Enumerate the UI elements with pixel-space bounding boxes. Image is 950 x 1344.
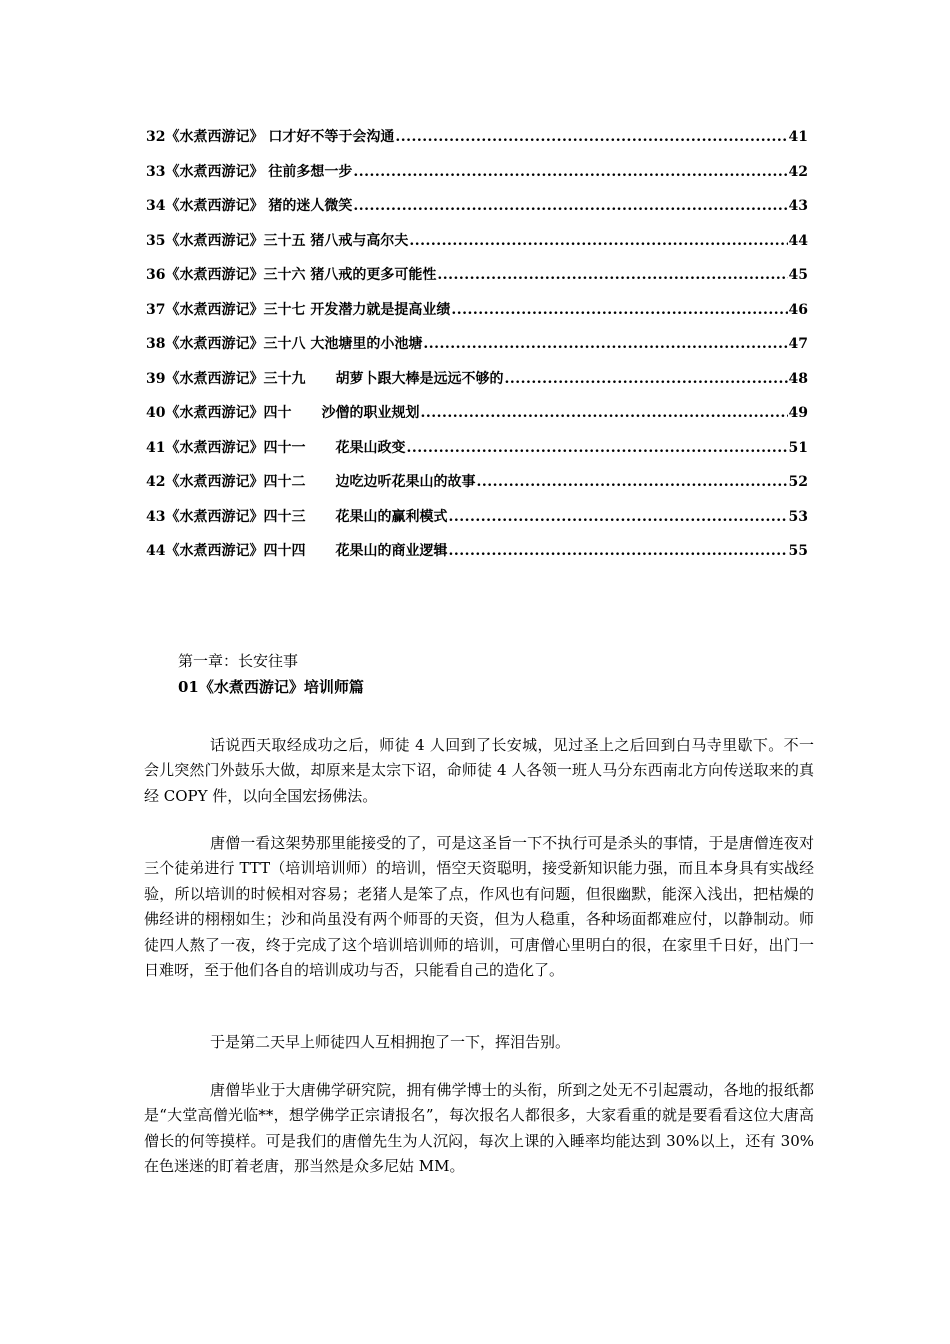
toc-entry[interactable] [146,195,808,230]
section-heading: 01《水煮西游记》培训师篇 [178,678,364,696]
toc-number: 41 [146,439,166,456]
toc-number: 44 [146,543,166,559]
toc-number: 33 [146,163,166,180]
toc-leader [353,198,787,214]
toc-page-number: 44 [788,232,808,249]
toc-title: 《水煮西游记》四十一 [165,439,306,456]
body-paragraph: 唐僧毕业于大唐佛学研究院，拥有佛学博士的头衔，所到之处无不引起震动，各地的报纸都是“大堂高僧光临**，想学佛学正宗请报名”，每次报名人都很多，大家看重的就是要看看这位大唐高僧长的何等摸样。可是我们的唐僧先生为人沉闷，每次上课的入睡率均能达到 30%以上，还有 30%在色迷迷的盯着老唐，那当然是众多尼姑 MM。 [144,1081,814,1176]
toc-entry[interactable] [146,402,808,437]
toc-page-number: 48 [788,370,808,387]
toc-number: 37 [146,301,166,318]
toc-number: 35 [146,232,166,249]
toc-leader [395,129,787,145]
toc-page-number: 49 [788,405,808,421]
toc-number: 40 [146,405,166,421]
toc-entry[interactable] [146,264,808,299]
toc-page-number: 43 [788,198,808,214]
toc-title: 《水煮西游记》四十 [165,405,292,421]
toc-entry[interactable] [146,437,808,472]
toc-leader [476,474,787,490]
toc-number: 39 [146,370,166,387]
toc-subtitle: 口才好不等于会沟通 [268,129,395,145]
toc-subtitle: 边吃边听花果山的故事 [335,474,476,490]
toc-subtitle: 开发潜力就是提高业绩 [310,301,451,318]
toc-page-number: 45 [788,267,808,283]
toc-page-number: 41 [788,129,808,145]
toc-subtitle: 胡萝卜跟大棒是远远不够的 [335,370,504,387]
chapter-heading: 第一章：长安往事 [178,652,299,670]
toc-number: 34 [146,198,166,214]
toc-number: 36 [146,267,166,283]
toc-leader [420,405,787,421]
toc-page-number: 53 [788,508,808,525]
body-paragraph: 于是第二天早上师徒四人互相拥抱了一下，挥泪告别。 [210,1033,571,1051]
toc-page-number: 55 [788,543,808,559]
toc-title: 《水煮西游记》 [165,163,264,180]
toc-leader [406,440,787,456]
toc-title: 《水煮西游记》四十二 [165,474,306,490]
toc-page-number: 52 [788,474,808,490]
toc-page-number: 51 [788,439,808,456]
toc-leader [451,302,787,318]
toc-number: 43 [146,508,166,525]
toc-entry[interactable] [146,126,808,161]
toc-title: 《水煮西游记》 [165,129,264,145]
toc-entry[interactable] [146,299,808,334]
toc-leader [353,164,787,180]
toc-entry[interactable] [146,506,808,541]
toc-subtitle: 花果山的商业逻辑 [335,543,448,559]
toc-subtitle: 猪八戒的更多可能性 [310,267,437,283]
toc-page-number: 46 [788,301,808,318]
toc-subtitle: 往前多想一步 [268,163,353,180]
toc-leader [448,509,787,525]
toc-entry[interactable] [146,230,808,265]
toc-number: 38 [146,336,166,352]
toc-subtitle: 花果山政变 [335,439,406,456]
table-of-contents [146,126,808,575]
toc-title: 《水煮西游记》三十五 [165,232,306,249]
toc-title: 《水煮西游记》三十六 [165,267,306,283]
toc-leader [409,233,787,249]
toc-page-number: 47 [788,336,808,352]
toc-leader [504,371,787,387]
toc-title: 《水煮西游记》 [165,198,264,214]
toc-subtitle: 猪八戒与高尔夫 [310,232,409,249]
toc-entry[interactable] [146,368,808,403]
toc-number: 42 [146,474,166,490]
toc-entry[interactable] [146,540,808,575]
toc-leader [423,336,787,352]
toc-entry[interactable] [146,161,808,196]
body-paragraph: 话说西天取经成功之后，师徒 4 人回到了长安城，见过圣上之后回到白马寺里歇下。不一会儿突然门外鼓乐大做，却原来是太宗下诏，命师徒 4 人各领一班人马分东西南北方向传送取来的真经 COPY 件，以向全国宏扬佛法。 [144,736,814,805]
toc-leader [437,267,787,283]
toc-subtitle: 沙僧的职业规划 [321,405,420,421]
toc-subtitle: 花果山的赢利模式 [335,508,448,525]
toc-page-number: 42 [788,163,808,180]
toc-number: 32 [146,129,166,145]
toc-leader [448,543,787,559]
toc-title: 《水煮西游记》三十七 [165,301,306,318]
toc-title: 《水煮西游记》四十四 [165,543,306,559]
toc-title: 《水煮西游记》四十三 [165,508,306,525]
body-paragraph: 唐僧一看这架势那里能接受的了，可是这圣旨一下不执行可是杀头的事情，于是唐僧连夜对三个徒弟进行 TTT（培训培训师）的培训，悟空天资聪明，接受新知识能力强，而且本身具有实战经验，所以培训的时候相对容易；老猪人是笨了点，作风也有问题，但很幽默，能深入浅出，把枯燥的佛经讲的栩栩如生；沙和尚虽没有两个师哥的天资，但为人稳重，各种场面都难应付，以静制动。师徒四人熬了一夜，终于完成了这个培训培训师的培训，可唐僧心里明白的很，在家里千日好，出门一日难呀，至于他们各自的培训成功与否，只能看自己的造化了。 [144,834,814,980]
toc-subtitle: 猪的迷人微笑 [268,198,353,214]
toc-title: 《水煮西游记》三十九 [165,370,306,387]
toc-entry[interactable] [146,333,808,368]
toc-entry[interactable] [146,471,808,506]
toc-subtitle: 大池塘里的小池塘 [310,336,423,352]
toc-title: 《水煮西游记》三十八 [165,336,306,352]
